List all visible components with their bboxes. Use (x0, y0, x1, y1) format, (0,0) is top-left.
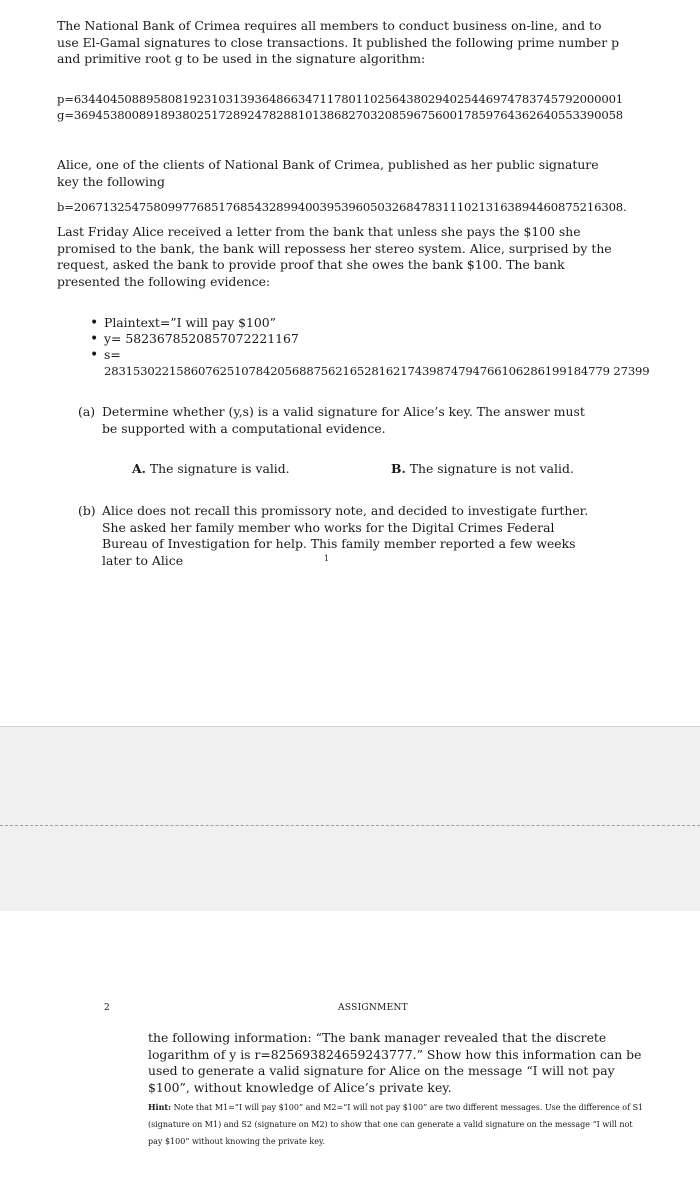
page-number-1: 1 (324, 554, 330, 563)
part-a-label: (a) (78, 404, 96, 419)
hint-label: Hint: (148, 1102, 172, 1112)
option-b[interactable]: B. The signature is not valid. (391, 461, 574, 476)
page-2 (0, 911, 700, 1184)
page-number-2: 2 (104, 1003, 110, 1013)
part-b-text: Alice does not recall this promissory note, and decided to investigate further. She asked her family member who works for the Digital Crimes Federal Bureau of Investigation for help. This family member reported a few weeks later to Alice (102, 503, 589, 568)
page-gap (0, 726, 700, 912)
page-break-line (0, 825, 700, 826)
evidence-s-label: s= (104, 347, 121, 362)
evidence-plaintext: • Plaintext=”I will pay $100” (90, 315, 650, 331)
evidence-s-value: 2831530221586076251078420568875621652816217439874794766106286199184779 27399 (104, 364, 650, 378)
running-header: ASSIGNMENT (338, 1003, 408, 1013)
evidence-list (90, 315, 650, 379)
part-a-text: Determine whether (y,s) is a valid signature for Alice’s key. The answer must be supported with a computational evidence. (102, 404, 585, 436)
evidence-s (90, 347, 650, 379)
hint-paragraph (148, 1099, 648, 1150)
alice-key-paragraph: Alice, one of the clients of National Bank of Crimea, published as her public signature key the following (57, 157, 599, 189)
option-a[interactable]: A. The signature is valid. (132, 461, 290, 476)
intro-paragraph: The National Bank of Crimea requires all members to conduct business on-line, and to use El-Gamal signatures to close transactions. It published the following prime number p and primitive root g to be used in the signature algorithm: (57, 18, 620, 67)
primitive-root-g: g=3694538008918938025172892478288101386827032085967560017859764362640553390058 (57, 108, 624, 122)
evidence-y: • y= 5823678520857072221167 (90, 331, 650, 347)
letter-paragraph: Last Friday Alice received a letter from the bank that unless she pays the $100 she promised to the bank, the bank will repossess her stereo system. Alice, surprised by the request, asked the bank to provide proof that she owes the bank $100. The bank presented the following evidence: (57, 224, 612, 289)
hint-text: Note that M1=“I will pay $100” and M2=“I will not pay $100” are two different messages. Use the difference of S1 (signature on M1) and S2 (signature on M2) to show that one can generate a valid signature on the message “I will not pay $100” without knowing the private key. (148, 1103, 644, 1146)
page-2-paragraph: the following information: “The bank manager revealed that the discrete logarithm of y is r=825693824659243777.” Show how this information can be used to generate a valid signature for Alice on the message “I will not pay $100”, without knowledge of Alice’s private key. (148, 1030, 642, 1095)
prime-p: p=6344045088958081923103139364866347117801102564380294025446974783745792000001 (57, 92, 624, 106)
part-b-label: (b) (78, 503, 96, 518)
public-key-b: b=2067132547580997768517685432899400395396050326847831110213163894460875216308. (57, 200, 627, 214)
